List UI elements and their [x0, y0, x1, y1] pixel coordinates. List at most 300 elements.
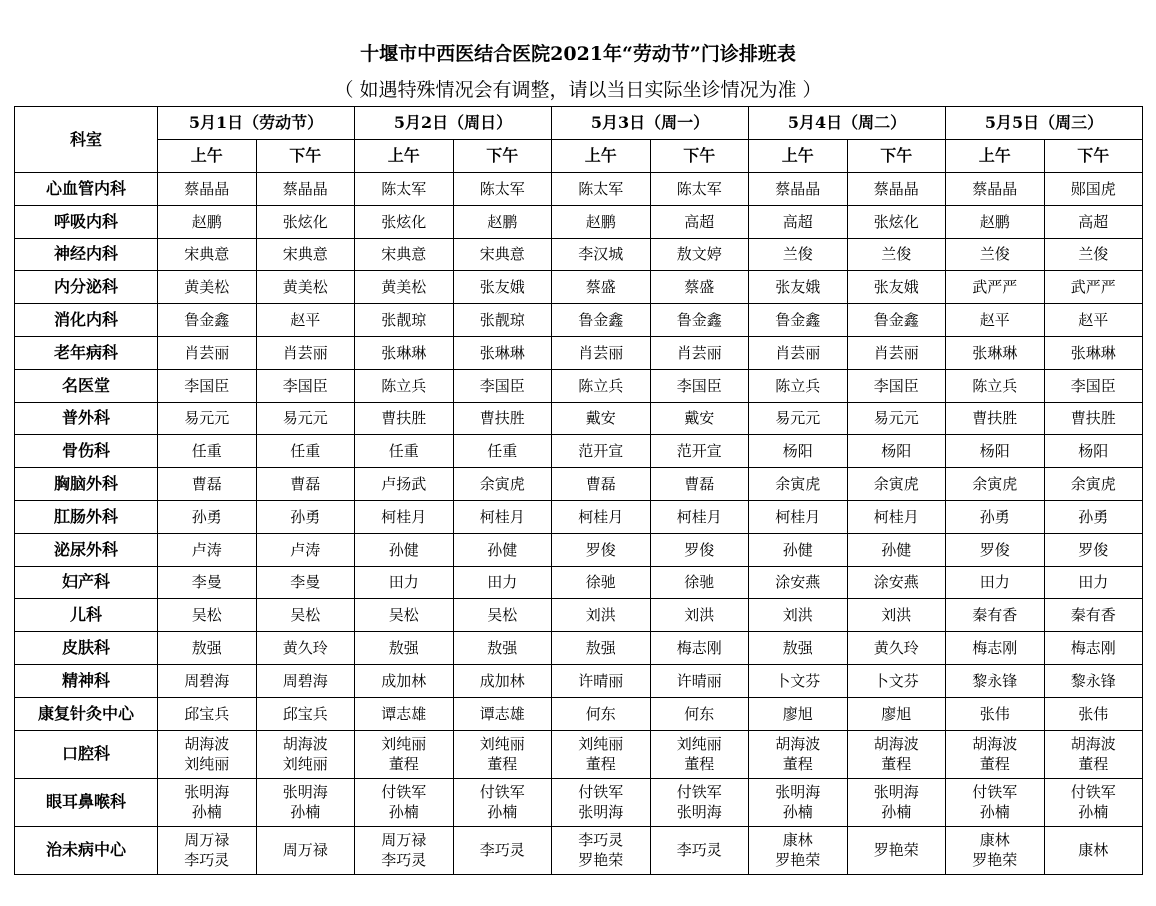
date-header: 5月2日（周日）: [355, 107, 552, 140]
doctor-name: 谭志雄: [479, 704, 525, 723]
doctor-name: 高超: [1078, 212, 1109, 231]
table-row: [15, 336, 1143, 369]
doctor-cell: [946, 402, 1045, 435]
doctor-name: 李国臣: [184, 376, 230, 395]
doctor-name: 黎永锋: [1070, 671, 1116, 690]
doctor-cell: [847, 778, 946, 826]
doctor-name: 赵平: [1078, 311, 1109, 330]
doctor-cell: [453, 402, 552, 435]
doctor-name: 罗俊: [684, 540, 715, 559]
doctor-cell: [552, 778, 651, 826]
doctor-name: 鲁金鑫: [578, 311, 624, 330]
dept-name: 胸脑外科: [15, 468, 158, 501]
doctor-name: 孙健: [881, 540, 912, 559]
pm-header: 下午: [256, 140, 355, 173]
doctor-cell: [650, 205, 749, 238]
doctor-name: 康林: [1078, 841, 1109, 860]
doctor-cell: [355, 500, 454, 533]
doctor-cell: [355, 468, 454, 501]
doctor-name: 柯桂月: [381, 507, 427, 526]
doctor-name: 柯桂月: [873, 507, 919, 526]
doctor-cell: [256, 826, 355, 874]
doctor-cell: [158, 402, 257, 435]
doctor-name: 易元元: [282, 409, 328, 428]
doctor-name: 秦有香: [1070, 606, 1116, 625]
doctor-name: 余寅虎: [873, 475, 919, 494]
doctor-name: 卜文芬: [873, 671, 919, 690]
doctor-name: 李汉城: [578, 245, 624, 264]
doctor-cell: [1044, 468, 1143, 501]
doctor-name: 柯桂月: [676, 507, 722, 526]
doctor-name: 邱宝兵: [184, 704, 230, 723]
doctor-name: 张明海: [282, 783, 328, 802]
doctor-cell: [650, 664, 749, 697]
doctor-name: 赵鹏: [487, 212, 518, 231]
doctor-name: 罗俊: [585, 540, 616, 559]
doctor-name: 孙勇: [191, 507, 222, 526]
doctor-cell: [552, 304, 651, 337]
doctor-cell: [158, 304, 257, 337]
dept-name: 心血管内科: [15, 173, 158, 206]
doctor-name: 孙楠: [979, 803, 1010, 822]
doctor-name: 刘洪: [782, 606, 813, 625]
doctor-cell: [650, 369, 749, 402]
dept-name: 妇产科: [15, 566, 158, 599]
doctor-name: 曹扶胜: [479, 409, 525, 428]
page-subtitle: （ 如遇特殊情况会有调整，请以当日实际坐诊情况为准 ）: [334, 79, 822, 101]
dept-name: 老年病科: [15, 336, 158, 369]
pm-header: 下午: [1044, 140, 1143, 173]
table-row: [15, 566, 1143, 599]
doctor-cell: [453, 664, 552, 697]
doctor-name: 蔡晶晶: [873, 179, 919, 198]
doctor-cell: [749, 664, 848, 697]
doctor-name: 陈太军: [676, 179, 722, 198]
doctor-cell: [650, 336, 749, 369]
doctor-name: 赵鹏: [585, 212, 616, 231]
doctor-cell: [355, 599, 454, 632]
doctor-cell: [158, 205, 257, 238]
doctor-name: 孙健: [487, 540, 518, 559]
doctor-cell: [552, 664, 651, 697]
doctor-cell: [749, 238, 848, 271]
doctor-name: 孙楠: [782, 803, 813, 822]
doctor-name: 董程: [979, 755, 1010, 774]
table-row: [15, 778, 1143, 826]
doctor-name: 罗俊: [979, 540, 1010, 559]
doctor-name: 张伟: [1078, 704, 1109, 723]
doctor-cell: [847, 566, 946, 599]
doctor-name: 曹扶胜: [972, 409, 1018, 428]
doctor-cell: [946, 304, 1045, 337]
doctor-cell: [158, 468, 257, 501]
doctor-name: 张炫化: [282, 212, 328, 231]
dept-name: 皮肤科: [15, 632, 158, 665]
table-row: [15, 271, 1143, 304]
doctor-cell: [158, 271, 257, 304]
doctor-name: 李巧灵: [381, 851, 427, 870]
doctor-cell: [1044, 238, 1143, 271]
doctor-cell: [650, 173, 749, 206]
doctor-name: 高超: [782, 212, 813, 231]
doctor-name: 黎永锋: [972, 671, 1018, 690]
doctor-cell: [158, 238, 257, 271]
doctor-cell: [847, 599, 946, 632]
doctor-cell: [158, 369, 257, 402]
doctor-name: 胡海波: [972, 735, 1018, 754]
am-header: 上午: [552, 140, 651, 173]
doctor-cell: [847, 697, 946, 730]
doctor-name: 曹扶胜: [381, 409, 427, 428]
table-row: [15, 435, 1143, 468]
doctor-cell: [158, 173, 257, 206]
am-header: 上午: [946, 140, 1045, 173]
doctor-name: 张琳琳: [1070, 343, 1116, 362]
dept-name: 神经内科: [15, 238, 158, 271]
doctor-name: 张琳琳: [479, 343, 525, 362]
table-row: [15, 500, 1143, 533]
doctor-name: 曹磊: [290, 475, 321, 494]
doctor-name: 周碧海: [184, 671, 230, 690]
doctor-name: 田力: [388, 573, 419, 592]
doctor-name: 高超: [684, 212, 715, 231]
doctor-cell: [847, 369, 946, 402]
date-header: 5月4日（周二）: [749, 107, 946, 140]
table-row: [15, 402, 1143, 435]
doctor-name: 肖芸丽: [578, 343, 624, 362]
doctor-cell: [552, 697, 651, 730]
table-row: [15, 664, 1143, 697]
doctor-cell: [355, 632, 454, 665]
doctor-cell: [355, 336, 454, 369]
doctor-name: 康林: [979, 831, 1010, 850]
doctor-name: 陈太军: [381, 179, 427, 198]
doctor-name: 吴松: [191, 606, 222, 625]
doctor-name: 张明海: [775, 783, 821, 802]
doctor-name: 任重: [290, 442, 321, 461]
doctor-cell: [256, 500, 355, 533]
doctor-name: 李巧灵: [578, 831, 624, 850]
doctor-cell: [1044, 435, 1143, 468]
doctor-name: 涂安燕: [775, 573, 821, 592]
doctor-name: 杨阳: [881, 442, 912, 461]
am-header: 上午: [749, 140, 848, 173]
doctor-name: 张伟: [979, 704, 1010, 723]
doctor-name: 卜文芬: [775, 671, 821, 690]
doctor-name: 宋典意: [184, 245, 230, 264]
doctor-name: 李巧灵: [676, 841, 722, 860]
table-row: [15, 632, 1143, 665]
doctor-name: 周碧海: [282, 671, 328, 690]
pm-header: 下午: [453, 140, 552, 173]
dept-name: 口腔科: [15, 730, 158, 778]
dept-name: 骨伤科: [15, 435, 158, 468]
doctor-cell: [847, 238, 946, 271]
doctor-name: 黄美松: [381, 278, 427, 297]
doctor-name: 兰俊: [1078, 245, 1109, 264]
doctor-cell: [158, 697, 257, 730]
doctor-name: 陈太军: [479, 179, 525, 198]
doctor-cell: [1044, 500, 1143, 533]
doctor-cell: [256, 566, 355, 599]
doctor-cell: [749, 468, 848, 501]
doctor-name: 范开宣: [578, 442, 624, 461]
doctor-name: 陈太军: [578, 179, 624, 198]
doctor-cell: [946, 238, 1045, 271]
doctor-name: 梅志刚: [1070, 639, 1116, 658]
doctor-cell: [847, 271, 946, 304]
doctor-cell: [256, 632, 355, 665]
doctor-cell: [749, 826, 848, 874]
doctor-name: 陈立兵: [972, 376, 1018, 395]
doctor-name: 任重: [487, 442, 518, 461]
doctor-name: 董程: [881, 755, 912, 774]
doctor-name: 杨阳: [1078, 442, 1109, 461]
doctor-name: 李曼: [191, 573, 222, 592]
doctor-name: 杨阳: [782, 442, 813, 461]
doctor-cell: [453, 697, 552, 730]
doctor-name: 敖强: [388, 639, 419, 658]
doctor-name: 张友娥: [873, 278, 919, 297]
doctor-name: 宋典意: [282, 245, 328, 264]
doctor-name: 刘纯丽: [184, 755, 230, 774]
doctor-cell: [1044, 566, 1143, 599]
doctor-name: 柯桂月: [479, 507, 525, 526]
doctor-cell: [355, 778, 454, 826]
doctor-name: 李巧灵: [479, 841, 525, 860]
doctor-cell: [453, 826, 552, 874]
doctor-cell: [256, 533, 355, 566]
dept-name: 康复针灸中心: [15, 697, 158, 730]
doctor-cell: [453, 435, 552, 468]
doctor-name: 易元元: [184, 409, 230, 428]
doctor-name: 敖强: [487, 639, 518, 658]
doctor-cell: [256, 402, 355, 435]
doctor-name: 周万禄: [282, 841, 328, 860]
doctor-name: 涂安燕: [873, 573, 919, 592]
doctor-cell: [946, 697, 1045, 730]
table-row: [15, 205, 1143, 238]
doctor-name: 刘洪: [585, 606, 616, 625]
doctor-name: 罗艳荣: [578, 851, 624, 870]
doctor-cell: [355, 697, 454, 730]
am-header: 上午: [355, 140, 454, 173]
doctor-cell: [355, 730, 454, 778]
doctor-cell: [749, 271, 848, 304]
doctor-name: 蔡晶晶: [775, 179, 821, 198]
doctor-name: 敖强: [585, 639, 616, 658]
doctor-name: 成加林: [381, 671, 427, 690]
doctor-cell: [256, 369, 355, 402]
doctor-cell: [847, 435, 946, 468]
doctor-cell: [453, 730, 552, 778]
doctor-cell: [552, 533, 651, 566]
doctor-name: 胡海波: [873, 735, 919, 754]
doctor-cell: [946, 599, 1045, 632]
doctor-cell: [256, 336, 355, 369]
doctor-cell: [355, 566, 454, 599]
doctor-cell: [552, 566, 651, 599]
doctor-cell: [355, 238, 454, 271]
doctor-cell: [650, 632, 749, 665]
date-header-row: [15, 107, 1143, 140]
doctor-name: 卢涛: [290, 540, 321, 559]
doctor-name: 许晴丽: [676, 671, 722, 690]
doctor-name: 兰俊: [881, 245, 912, 264]
doctor-cell: [946, 632, 1045, 665]
doctor-name: 张明海: [578, 803, 624, 822]
doctor-name: 付铁军: [479, 783, 525, 802]
doctor-name: 陈立兵: [578, 376, 624, 395]
doctor-cell: [1044, 826, 1143, 874]
doctor-cell: [749, 533, 848, 566]
doctor-cell: [946, 730, 1045, 778]
doctor-name: 蔡晶晶: [184, 179, 230, 198]
doctor-name: 卢扬武: [381, 475, 427, 494]
doctor-cell: [1044, 173, 1143, 206]
doctor-cell: [355, 369, 454, 402]
doctor-name: 张明海: [873, 783, 919, 802]
doctor-name: 付铁军: [1070, 783, 1116, 802]
doctor-name: 蔡盛: [684, 278, 715, 297]
doctor-name: 鲁金鑫: [873, 311, 919, 330]
doctor-name: 刘洪: [881, 606, 912, 625]
doctor-cell: [453, 173, 552, 206]
doctor-name: 罗俊: [1078, 540, 1109, 559]
doctor-cell: [355, 533, 454, 566]
doctor-name: 孙勇: [979, 507, 1010, 526]
date-header: 5月5日（周三）: [946, 107, 1143, 140]
doctor-cell: [158, 599, 257, 632]
doctor-name: 黄久玲: [873, 639, 919, 658]
doctor-name: 孙楠: [487, 803, 518, 822]
doctor-name: 吴松: [487, 606, 518, 625]
table-row: [15, 468, 1143, 501]
doctor-cell: [1044, 402, 1143, 435]
doctor-name: 鲁金鑫: [676, 311, 722, 330]
schedule-table: [14, 106, 1143, 875]
doctor-cell: [946, 826, 1045, 874]
doctor-cell: [355, 826, 454, 874]
doctor-cell: [847, 826, 946, 874]
doctor-cell: [552, 205, 651, 238]
table-row: [15, 697, 1143, 730]
schedule-body: [15, 173, 1143, 875]
doctor-cell: [453, 778, 552, 826]
doctor-name: 张明海: [184, 783, 230, 802]
doctor-name: 卢涛: [191, 540, 222, 559]
doctor-name: 张友娥: [775, 278, 821, 297]
table-row: [15, 826, 1143, 874]
doctor-name: 陈立兵: [381, 376, 427, 395]
table-row: [15, 173, 1143, 206]
doctor-name: 任重: [388, 442, 419, 461]
doctor-name: 梅志刚: [676, 639, 722, 658]
doctor-name: 孙楠: [191, 803, 222, 822]
doctor-cell: [256, 173, 355, 206]
doctor-name: 黄久玲: [282, 639, 328, 658]
doctor-name: 易元元: [775, 409, 821, 428]
doctor-cell: [256, 697, 355, 730]
table-row: [15, 730, 1143, 778]
doctor-name: 余寅虎: [972, 475, 1018, 494]
table-row: [15, 599, 1143, 632]
table-row: [15, 238, 1143, 271]
doctor-name: 付铁军: [381, 783, 427, 802]
doctor-name: 胡海波: [184, 735, 230, 754]
doctor-name: 张炫化: [381, 212, 427, 231]
doctor-name: 余寅虎: [1070, 475, 1116, 494]
doctor-name: 刘纯丽: [282, 755, 328, 774]
doctor-cell: [158, 778, 257, 826]
dept-name: 儿科: [15, 599, 158, 632]
doctor-cell: [650, 566, 749, 599]
doctor-name: 兰俊: [782, 245, 813, 264]
doctor-cell: [355, 664, 454, 697]
doctor-name: 戴安: [684, 409, 715, 428]
doctor-cell: [552, 500, 651, 533]
doctor-cell: [256, 468, 355, 501]
doctor-cell: [749, 173, 848, 206]
doctor-cell: [552, 826, 651, 874]
doctor-cell: [650, 599, 749, 632]
doctor-cell: [847, 205, 946, 238]
doctor-name: 罗艳荣: [972, 851, 1018, 870]
doctor-name: 刘洪: [684, 606, 715, 625]
doctor-cell: [749, 778, 848, 826]
doctor-name: 敖强: [782, 639, 813, 658]
doctor-cell: [847, 336, 946, 369]
doctor-name: 杨阳: [979, 442, 1010, 461]
doctor-name: 宋典意: [381, 245, 427, 264]
doctor-name: 孙健: [388, 540, 419, 559]
doctor-name: 张友娥: [479, 278, 525, 297]
doctor-cell: [256, 304, 355, 337]
doctor-name: 刘纯丽: [479, 735, 525, 754]
doctor-name: 蔡盛: [585, 278, 616, 297]
doctor-name: 肖芸丽: [676, 343, 722, 362]
pm-header: 下午: [650, 140, 749, 173]
doctor-name: 吴松: [388, 606, 419, 625]
doctor-name: 刘纯丽: [381, 735, 427, 754]
doctor-cell: [1044, 205, 1143, 238]
doctor-cell: [158, 500, 257, 533]
doctor-name: 张炫化: [873, 212, 919, 231]
doctor-cell: [552, 730, 651, 778]
doctor-name: 付铁军: [972, 783, 1018, 802]
pm-header: 下午: [847, 140, 946, 173]
doctor-cell: [552, 402, 651, 435]
date-header: 5月3日（周一）: [552, 107, 749, 140]
doctor-cell: [749, 599, 848, 632]
dept-name: 内分泌科: [15, 271, 158, 304]
doctor-cell: [946, 205, 1045, 238]
doctor-name: 蔡晶晶: [282, 179, 328, 198]
doctor-cell: [946, 778, 1045, 826]
doctor-name: 黄美松: [184, 278, 230, 297]
doctor-name: 武严严: [972, 278, 1018, 297]
doctor-cell: [355, 271, 454, 304]
doctor-cell: [946, 173, 1045, 206]
doctor-name: 郧国虎: [1070, 179, 1116, 198]
doctor-name: 廖旭: [782, 704, 813, 723]
doctor-cell: [1044, 533, 1143, 566]
doctor-cell: [552, 336, 651, 369]
doctor-cell: [650, 730, 749, 778]
dept-name: 肛肠外科: [15, 500, 158, 533]
doctor-cell: [158, 566, 257, 599]
doctor-name: 董程: [1078, 755, 1109, 774]
